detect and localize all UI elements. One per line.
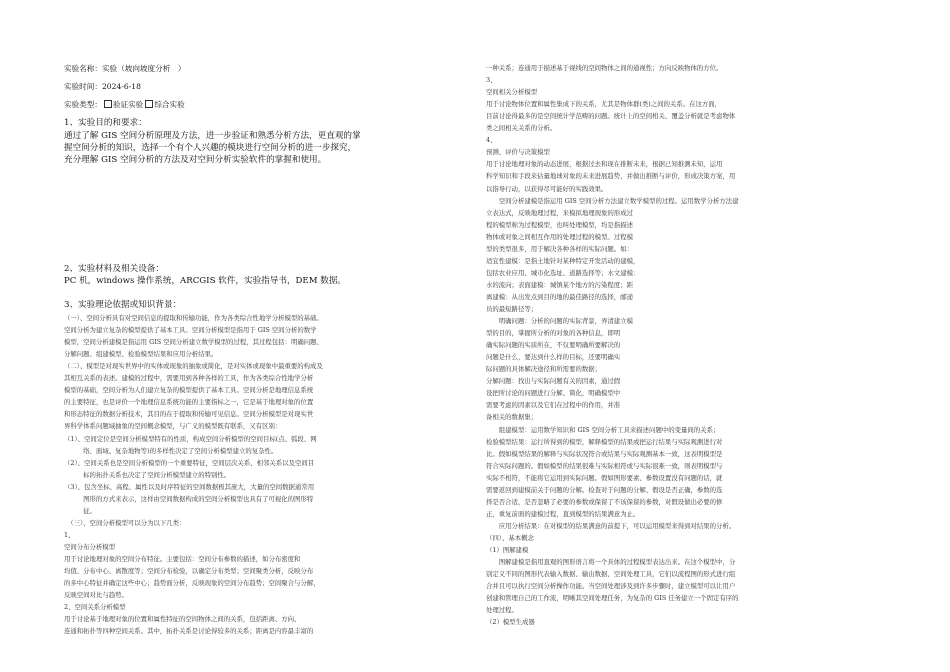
- right-column-line: （2）模型生成器: [486, 618, 535, 627]
- section3-line: 2、空间关系分析模型: [64, 603, 126, 612]
- verify-checkbox[interactable]: [104, 100, 112, 108]
- right-column-line: 4、: [486, 136, 497, 145]
- right-column-line: 择是否合适，是否忽略了必要的参数或保留了不该保留的参数，对假设做出必要的修: [486, 497, 723, 506]
- section3-line: 1、: [64, 530, 75, 539]
- section3-line: （1）、空间定位是空间分析模型特有的性质，构成空间分析模型的空间目标(点、弧段、网: [64, 434, 317, 443]
- section3-line: 模型的基础，空间分析为人们建立复杂的模型提供了基本工具。空间分析是地理信息系统: [64, 386, 314, 395]
- right-column-line: 预测、评价与决策模型: [486, 148, 550, 157]
- right-column-line: 需要考虑的因素以及它们在过程中的作用，并准: [486, 401, 621, 410]
- right-column-line: 检验模型结果：运行所得到的模型，解释模型的结果或把运行结果与实际观测进行对: [486, 437, 723, 446]
- right-column-line: 一种关系；连通用于描述基于视线的空间物体之间的通视性；方向反映物体的方位。: [486, 64, 723, 72]
- section3-line: 分解问题、组建模型、检验模型结果和应用分析结果。: [64, 350, 218, 359]
- section3-line: 的多中心特征并确定这些中心；趋势面分析，反映现象的空间分布趋势；空间聚合与分解，: [64, 579, 320, 588]
- right-column-line: 离建模：从出发点到目的地的最佳路径的选择，邮递: [486, 292, 633, 301]
- right-column-line: 处理过程。: [486, 606, 518, 615]
- right-column-line: 合并且可以执行空间分析操作功能。当空间处理涉及到许多步骤时，建立模型可以让用户: [486, 582, 736, 591]
- right-column-line: 分解问题：找出与实际问题有关的因素，通过假: [486, 377, 621, 386]
- section3-line: 图形的方式来表示，这样由空间数据构成的空间分析模型也具有了可视化的图形特: [64, 494, 314, 503]
- right-column-line: 科学知识和手段来估量地球对象的未来进展趋势，并做出推断与评价，形成决策方案，用: [486, 172, 736, 181]
- experiment-time-label: 实验时间：: [64, 82, 102, 91]
- right-column-line: 应用分析结果：在对模型的结果满意的前提下，可以运用模型来得到对结果的分析。: [486, 521, 736, 530]
- right-column-line: 确实际问题的实质所在，不仅要明确所要解决的: [486, 341, 621, 350]
- experiment-name-row: [64, 64, 186, 74]
- section3-line: 反映空间对比与趋势。: [64, 591, 128, 600]
- section3-line: 的主要特征，也是评价一个地理信息系统功能的主要指标之一，它是基于地理对象的位置: [64, 398, 314, 407]
- right-column-line: 程的模型称为过程模型，也叫处理模型，均是指描述: [486, 220, 633, 229]
- right-column-line: 立表达式，反映地理过程，来模拟地理现象的形成过: [486, 208, 633, 217]
- comprehensive-option-label: 综合实验: [154, 100, 185, 109]
- section3-line: 空间分布分析模型: [64, 542, 116, 551]
- right-column-line: 设把所讨论的问题进行分解、简化，明确模型中: [486, 389, 621, 398]
- right-column-line: 问题是什么，要达到什么样的目标，还要明确实: [486, 353, 621, 362]
- section3-line: 其相互关系的表述。建模的过程中，需要用到各种各样的工具，作为各类综合性地学分析: [64, 374, 314, 383]
- experiment-name-label: 实验名称：: [64, 64, 102, 73]
- comprehensive-checkbox[interactable]: [145, 100, 153, 108]
- experiment-time-value: 2024-6-18: [101, 82, 141, 91]
- right-column-line: 需要返回到建模前关于问题的分解。检查对于问题的分解、假设是否正确，参数的选: [486, 485, 723, 494]
- right-column-line: 型的目的，掌握所分析的对象的各种信息，即明: [486, 329, 621, 338]
- right-column-line: 空间相关分析模型: [486, 88, 538, 97]
- section3-line: 和形态特征的数据分析技术，其目的在于提取和传输可见信息。空间分析模型是对现实世: [64, 410, 314, 419]
- section3-line: 用于讨论地理对象的空间分布特征。主要包括：空间分布参数的描述，如分布密度和: [64, 555, 301, 563]
- right-column-line: 类之间相关关系的分析。: [486, 124, 557, 133]
- right-column-line: 际问题的具体解决途径和所需要的数据；: [486, 365, 602, 374]
- right-column-line: 符合实际问题的。假如模型的结果很难与实际相符或与实际很难一致，则表明模型与: [486, 461, 723, 470]
- right-column-line: 3、: [486, 76, 497, 85]
- section2-title: 2、实验材料及相关设备：: [64, 264, 164, 274]
- section1-line: 握空间分析的知识，选择一个有个人兴趣的模块进行空间分析的进一步探究，: [64, 143, 357, 153]
- right-column-line: 图解建模是指用直观的图形语言将一个具体的过程模型表达出来。在这个模型中，分: [486, 558, 736, 567]
- experiment-time-row: [64, 82, 141, 92]
- section3-line: （3）、包含坐标、高程、属性以及时序特征的空间数据极其庞大，大量的空间数据通常用: [64, 482, 315, 491]
- right-column-line: 实际不相符，不能将它运用到实际问题。假如图形要素、参数设置没有问题的话，就: [486, 473, 723, 482]
- section3-line: （2）、空间关系也是空间分析模型的一个重要特征，空间层次关系、相邻关系以及空间目: [64, 458, 315, 467]
- right-column-line: 员的最短路径等；: [486, 305, 538, 313]
- section3-line: 标的拓扑关系也决定了空间分析模型建立的特别性。: [64, 470, 231, 479]
- section3-line: 用于讨论基于地理对象的位置和属性特征的空间物体之间的关系，包括距离、方向、: [64, 615, 301, 624]
- right-column-line: 目前讨论得最多的是空间统计学范畴的问题。统计上的空间相关、覆盖分析就是考虑物体: [486, 112, 736, 121]
- experiment-type-row: [64, 100, 185, 110]
- right-column-line: 以指导行动，以获得尽可能好的实践效果。: [486, 184, 608, 193]
- section3-line: 连通和拓扑等四种空间关系。其中，拓扑关系是讨论得较多的关系；距离是内容最丰富的: [64, 627, 314, 636]
- right-column-line: 别定义不同的图形代表输入数据、输出数据、空间处理工具，它们以流程图的形式进行组: [486, 570, 736, 579]
- right-column-line: 水的流向；表面建模：城镇某个地方的污染程度；距: [486, 280, 633, 289]
- left-column: [0, 0, 470, 672]
- right-column-line: 用于讨论地理对象的动态进展，根据过去和现在推断未来，根据已知推测未知，运用: [486, 160, 723, 169]
- right-column-line: 包括农业应用、城市化选址、道路选择等；水文建模：: [486, 268, 640, 277]
- right-column-line: 备相关的数据集；: [486, 413, 538, 422]
- right-column-line: 明确问题：分析的问题的实际背景，弄清建立模: [486, 317, 633, 326]
- section3-line: 络、面域、复杂地物等)的多样性决定了空间分析模型建立的复杂性。: [64, 446, 278, 455]
- right-column-line: （1）图解建模: [486, 546, 529, 554]
- right-column: [480, 0, 950, 672]
- section3-line: 空间分析为建立复杂的模型提供了基本工具。空间分析模型是指用于 GIS 空间分析的数学: [64, 326, 317, 335]
- section3-line: （二）、模型是对现实世界中的实体或现象的抽象或简化，是对实体或现象中最重要的构成及: [64, 362, 323, 371]
- section3-line: （一）、空间分析具有对空间信息的提取和传输功能，作为各类综合性地学分析模型的基础。: [64, 314, 323, 322]
- section3-line: 模型，空间分析建模是指运用 GIS 空间分析建立数学模型的过程，其过程包括：明确问题、: [64, 338, 323, 347]
- right-column-line: 比。假如模型结果的解释与实际状况符合或结果与实际观测基本一致，这表明模型是: [486, 449, 723, 458]
- right-column-line: （四）、基本概念: [486, 533, 534, 542]
- right-column-line: 型的类型很多，用于解决各种各样的实际问题。如：: [486, 244, 633, 253]
- section2-body: PC 机，windows 操作系统，ARCGIS 软件，实验指导书，DEM 数据。: [64, 276, 347, 286]
- section3-line: 均值、分布中心、离散度等；空间分布检验，以确定分布类型；空间聚类分析，反映分布: [64, 567, 314, 576]
- right-column-line: 组建模型：运用数学知识和 GIS 空间分析工具来描述问题中的变量间的关系；: [486, 425, 720, 434]
- section3-line: （三）、空间分析模型可以分为以下几类：: [64, 518, 186, 527]
- right-column-line: 适宜性建模：是指土地针对某种特定开发活动的建模，: [486, 256, 640, 265]
- right-column-line: 用于讨论物体位置和属性集成下的关系，尤其是物体群(类)之间的关系。在这方面，: [486, 100, 722, 109]
- section1-line: 充分理解 GIS 空间分析的方法及对空间分析实验软件的掌握和使用。: [64, 155, 327, 165]
- verify-option-label: 验证实验: [112, 100, 144, 109]
- right-column-line: 空间分析建模是指运用 GIS 空间分析方法建立数学模型的过程。运用数学分析方法建: [486, 196, 739, 205]
- section1-line: 通过了解 GIS 空间分析原理及方法，进一步验证和熟悉分析方法，更直观的掌: [64, 131, 361, 141]
- section3-title: 3、实验理论依据或知识背景：: [64, 300, 182, 310]
- right-column-line: 创建和管理自己的工作流，明晰其空间处理任务，为复杂的 GIS 任务建立一个固定有序的: [486, 594, 739, 603]
- experiment-name-value: 实验（坡向坡度分析 ）: [101, 64, 186, 73]
- experiment-type-label: 实验类型：: [64, 100, 102, 109]
- right-column-line: 正，重复前面的建模过程，直到模型的结果满意为止。: [486, 509, 640, 518]
- section3-line: 征。: [64, 506, 96, 515]
- section3-line: 界科学体系问题域抽象的空间概念模型，与广义的模型既有联系，又有区别：: [64, 422, 282, 431]
- section1-title: 1、实验目的和要求：: [64, 118, 147, 128]
- right-column-line: 物体或对象之间相互作用的处理过程的模型。过程模: [486, 232, 633, 241]
